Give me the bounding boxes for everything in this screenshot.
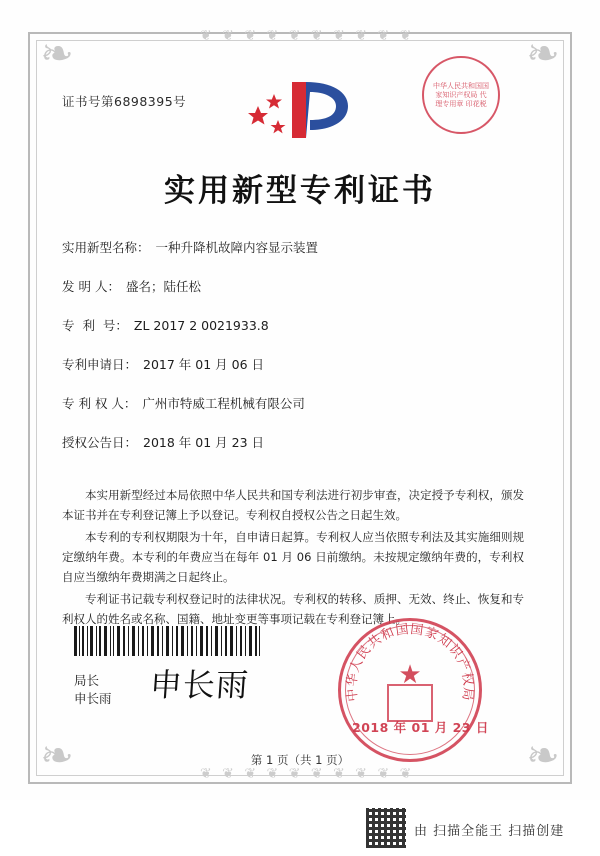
field-row (62, 316, 522, 334)
signature: 申长雨 (148, 666, 251, 704)
corner-ornament-icon: ❧ (526, 733, 560, 779)
body-text (62, 485, 524, 631)
corner-ornament-icon: ❧ (526, 31, 560, 77)
director-block (74, 672, 112, 708)
director-title: 局长 (74, 673, 100, 688)
official-seal (338, 618, 482, 762)
field-label: 专利申请日： (62, 357, 138, 372)
field-value: 盛名；陆任松 (125, 279, 201, 294)
agency-seal (422, 56, 500, 134)
page-title: 实用新型专利证书 (164, 173, 436, 209)
footer-caption: 由 扫描全能王 扫描创建 (414, 824, 565, 839)
star-icon: ★ (398, 660, 422, 690)
edge-ornament-icon: ❦ ❦ ❦ ❦ ❦ ❦ ❦ ❦ ❦ ❦ (200, 766, 415, 782)
seal-text: 中华人民共和国国家知识产权局 代理专用章 印花税 (433, 81, 489, 108)
field-row (62, 394, 522, 412)
field-label: 发 明 人： (62, 279, 120, 294)
field-value: 一种升降机故障内容显示装置 (155, 240, 319, 255)
field-row (62, 277, 522, 295)
field-row (62, 355, 522, 373)
corner-ornament-icon: ❧ (40, 31, 74, 77)
seal-date: 2018 年 01 月 23 日 (352, 720, 489, 735)
emblem-icon (387, 684, 433, 722)
svg-text:中华人民共和国国家知识产权局: 中华人民共和国国家知识产权局 (344, 622, 476, 703)
qr-code-icon (366, 808, 406, 848)
edge-ornament-icon: ❦ ❦ ❦ ❦ ❦ ❦ ❦ ❦ ❦ ❦ (200, 28, 415, 44)
paragraph: 本实用新型经过本局依照中华人民共和国专利法进行初步审查，决定授予专利权，颁发本证书并在专利登记簿上予以登记。专利权自授权公告之日起生效。 (62, 488, 524, 522)
director-name: 申长雨 (74, 691, 112, 706)
field-value: 广州市特威工程机械有限公司 (142, 396, 305, 411)
field-label: 实用新型名称： (62, 240, 150, 255)
page-number: 第 1 页（共 1 页） (250, 753, 350, 767)
corner-ornament-icon: ❧ (40, 733, 74, 779)
field-value: 2017 年 01 月 06 日 (143, 357, 265, 372)
field-value: ZL 2017 2 0021933.8 (133, 318, 269, 333)
certificate-number: 证书号第6898395号 (62, 94, 187, 109)
field-row (62, 238, 522, 256)
field-value: 2018 年 01 月 23 日 (143, 435, 265, 450)
field-list (62, 238, 522, 472)
sipo-logo-icon (248, 72, 358, 148)
paragraph: 专利证书记载专利权登记时的法律状况。专利权的转移、质押、无效、终止、恢复和专利权人的姓名或名称、国籍、地址变更等事项记载在专利登记簿上。 (62, 592, 524, 626)
barcode (74, 626, 260, 656)
field-label: 专 利 权 人： (62, 396, 137, 411)
field-label: 专 利 号： (62, 318, 128, 333)
paragraph: 本专利的专利权期限为十年，自申请日起算。专利权人应当依照专利法及其实施细则规定缴纳年费。本专利的年费应当在每年 01 月 06 日前缴纳。未按规定缴纳年费的，专利权自应当缴纳年费期满之日起终止。 (62, 530, 524, 584)
field-label: 授权公告日： (62, 435, 138, 450)
field-row (62, 433, 522, 451)
